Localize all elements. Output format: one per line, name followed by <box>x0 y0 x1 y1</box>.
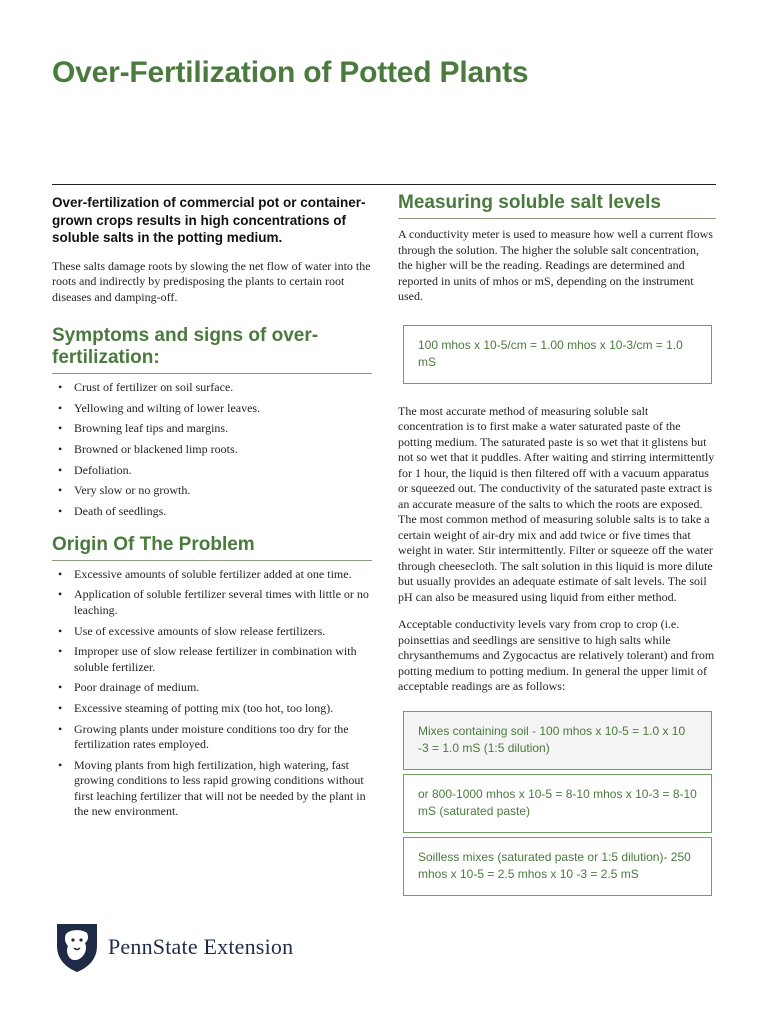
list-item: • Death of seedlings. <box>52 504 372 520</box>
list-item: • Poor drainage of medium. <box>52 680 372 696</box>
lead-paragraph: Over-fertilization of commercial pot or container-grown crops results in high concentrations of soluble salts in the potting medium. <box>52 195 366 245</box>
conversion-box: 100 mhos x 10-5/cm = 1.00 mhos x 10-3/cm = 1.0 mS <box>403 325 712 384</box>
origin-list <box>52 567 372 820</box>
soilless-mix-box: Soilless mixes (saturated paste or 1:5 dilution)- 250 mhos x 10-5 = 2.5 mhos x 10 -3 = 2.5 mS <box>403 837 712 896</box>
intro-paragraph: These salts damage roots by slowing the net flow of water into the roots and indirectly by predisposing the plants to certain root diseases and damping-off. <box>52 258 371 304</box>
levels-paragraph: Acceptable conductivity levels vary from crop to crop (i.e. poinsettias and seedlings are sensitive to high salts while chrysanthemums and Zygocactus are relatively tolerant) and from potting medium to potting medium. In general the upper limit of acceptable readings are as follows: <box>398 617 715 693</box>
measuring-heading: Measuring soluble salt levels <box>398 192 716 219</box>
saturated-paste-box: or 800-1000 mhos x 10-5 = 8-10 mhos x 10-3 = 8-10 mS (saturated paste) <box>403 774 712 833</box>
page-title: Over-Fertilization of Potted Plants <box>52 56 529 89</box>
conductivity-paragraph: A conductivity meter is used to measure how well a current flows through the solution. The higher the soluble salt concentration, the higher will be the reading. Readings are determined and reported in units of mhos or mS, depending on the instrument used. <box>398 227 713 303</box>
symptoms-list <box>52 380 372 520</box>
pennstate-extension-logo <box>54 920 293 974</box>
nittany-lion-shield-icon <box>54 920 100 974</box>
origin-heading: Origin Of The Problem <box>52 534 372 561</box>
list-item: • Yellowing and wilting of lower leaves. <box>52 401 372 417</box>
logo-text: PennState Extension <box>108 934 294 959</box>
soil-mix-box: Mixes containing soil - 100 mhos x 10-5 = 1.0 x 10 -3 = 1.0 mS (1:5 dilution) <box>403 711 712 770</box>
method-paragraph: The most accurate method of measuring soluble salt concentration is to first make a water saturated paste of the potting medium. The saturated paste is so wet that it glistens but not so wet that it puddles. After waiting and stirring intermittently for 1 hour, the liquid is then filtered off with a vacuum apparatus or squeezed out. The conductivity of the saturated paste extract is an accurate measure of the salts to which the roots are exposed. The most common method of measuring soluble salts is to take a certain weight of air-dry mix and add twice or five times that weight in water. Stir intermittently. Filter or squeeze off the water through cheesecloth. The salt solution in this liquid is more dilute but usually provides an adequate estimate of salt levels. The soil pH can also be measured using liquid from either method. <box>398 403 715 604</box>
list-item: • Application of soluble fertilizer several times with little or no leaching. <box>52 587 372 618</box>
list-item: • Very slow or no growth. <box>52 483 372 499</box>
list-item: • Improper use of slow release fertilizer in combination with soluble fertilizer. <box>52 644 372 675</box>
list-item: • Browned or blackened limp roots. <box>52 442 372 458</box>
top-divider <box>52 184 716 185</box>
list-item: • Moving plants from high fertilization, high watering, fast growing conditions to less rapid growing conditions without first leaching fertilizer that will not be needed by the plant in the new environment. <box>52 758 372 820</box>
symptoms-heading: Symptoms and signs of over-fertilization: <box>52 325 372 374</box>
list-item: • Defoliation. <box>52 463 372 479</box>
right-column <box>398 192 716 896</box>
list-item: • Browning leaf tips and margins. <box>52 421 372 437</box>
list-item: • Crust of fertilizer on soil surface. <box>52 380 372 396</box>
list-item: • Excessive amounts of soluble fertilizer added at one time. <box>52 567 372 583</box>
list-item: • Use of excessive amounts of slow release fertilizers. <box>52 624 372 640</box>
left-column <box>52 194 372 830</box>
list-item: • Growing plants under moisture conditions too dry for the fertilization rates employed. <box>52 722 372 753</box>
list-item: • Excessive steaming of potting mix (too hot, too long). <box>52 701 372 717</box>
